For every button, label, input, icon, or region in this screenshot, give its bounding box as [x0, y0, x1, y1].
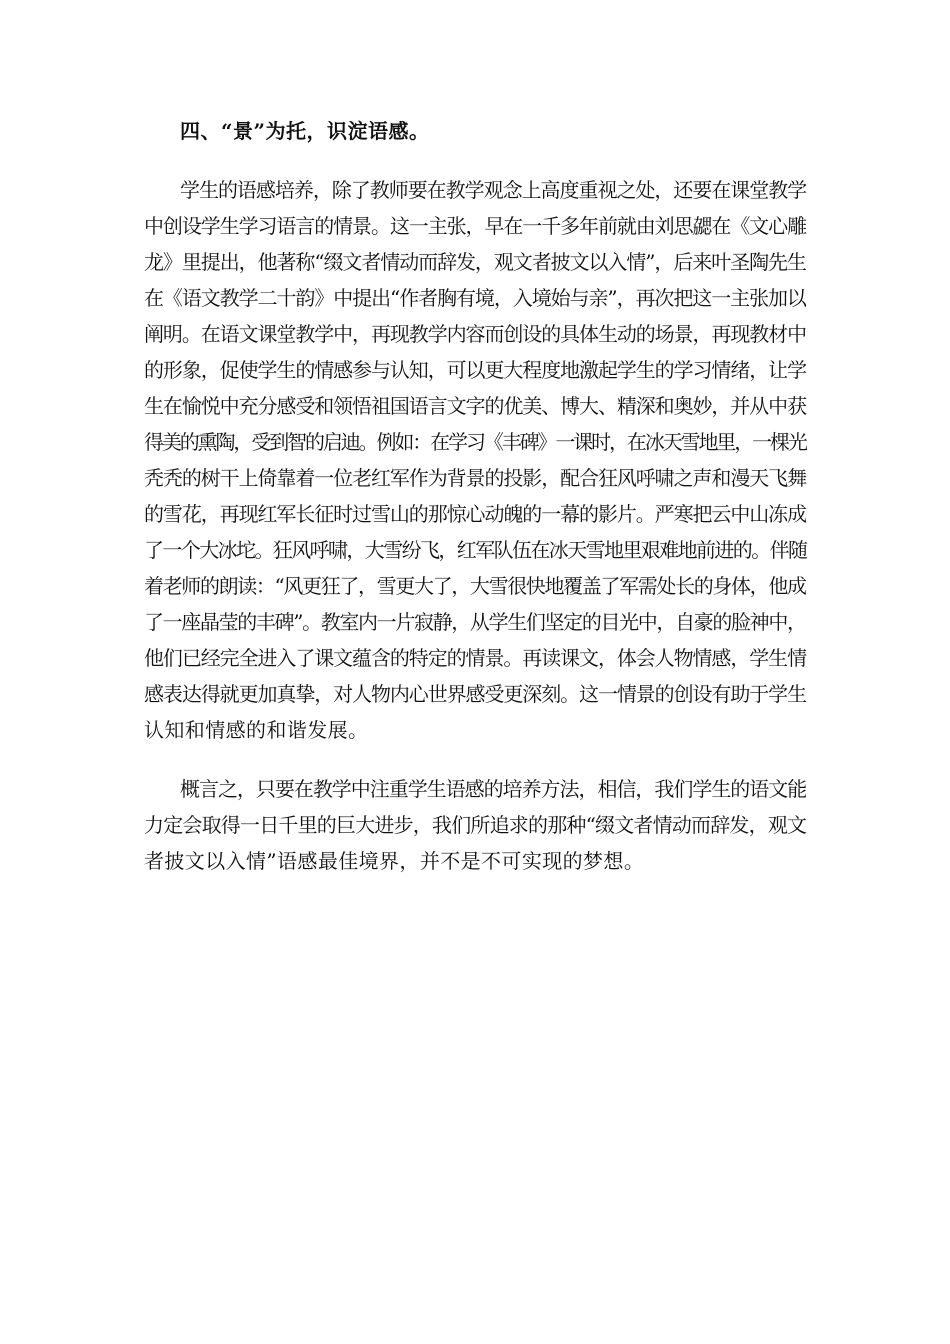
- paragraph-1-line: 龙》里提出，他著称“缀文者情动而辞发，观文者披文以入情”，后来叶圣陶先生: [144, 250, 806, 274]
- paragraph-1-line: 了一个大冰坨。狂风呼啸，大雪纷飞，红军队伍在冰天雪地里艰难地前进的。伴随: [144, 538, 807, 562]
- paragraph-1-line: 学生的语感培养，除了教师要在教学观念上高度重视之处，还要在课堂教学: [180, 178, 807, 202]
- paragraph-2-line: 概言之，只要在教学中注重学生语感的培养方法，相信，我们学生的语文能: [180, 777, 807, 801]
- paragraph-1-line: 着老师的朗读：“风更狂了，雪更大了，大雪很快地覆盖了军需处长的身体，他成: [144, 574, 806, 598]
- paragraph-1-line: 的形象，促使学生的情感参与认知，可以更大程度地激起学生的学习情绪，让学: [144, 358, 806, 382]
- section-heading: 四、“景”为托，识淀语感。: [180, 119, 430, 143]
- paragraph-2-line: 者披文以入情”语感最佳境界，并不是不可实现的梦想。: [144, 849, 645, 873]
- paragraph-1-line: 认知和情感的和谐发展。: [144, 718, 369, 742]
- paragraph-1-line: 的雪花，再现红军长征时过雪山的那惊心动魄的一幕的影片。严寒把云中山冻成: [144, 502, 806, 526]
- paragraph-1-line: 中创设学生学习语言的情景。这一主张，早在一千多年前就由刘思勰在《文心雕: [144, 214, 806, 238]
- paragraph-1-line: 了一座晶莹的丰碑”。教室内一片寂静，从学生们坚定的目光中，自豪的脸神中，: [144, 610, 806, 634]
- paragraph-1-line: 他们已经完全进入了课文蕴含的特定的情景。再读课文，体会人物情感，学生情: [144, 646, 806, 670]
- paragraph-1-line: 在《语文教学二十韵》中提出“作者胸有境，入境始与亲”，再次把这一主张加以: [144, 286, 806, 310]
- paragraph-1-line: 秃秃的树干上倚靠着一位老红军作为背景的投影，配合狂风呼啸之声和漫天飞舞: [144, 466, 806, 490]
- paragraph-1-line: 阐明。在语文课堂教学中，再现教学内容而创设的具体生动的场景，再现教材中: [144, 322, 806, 346]
- paragraph-2-line: 力定会取得一日千里的巨大进步，我们所追求的那种“缀文者情动而辞发，观文: [144, 813, 807, 837]
- paragraph-1-line: 生在愉悦中充分感受和领悟祖国语言文字的优美、博大、精深和奥妙，并从中获: [144, 394, 806, 418]
- paragraph-1-line: 感表达得就更加真挚，对人物内心世界感受更深刻。这一情景的创设有助于学生: [144, 682, 806, 706]
- paragraph-1-line: 得美的熏陶，受到智的启迪。例如：在学习《丰碑》一课时，在冰天雪地里，一棵光: [144, 430, 806, 454]
